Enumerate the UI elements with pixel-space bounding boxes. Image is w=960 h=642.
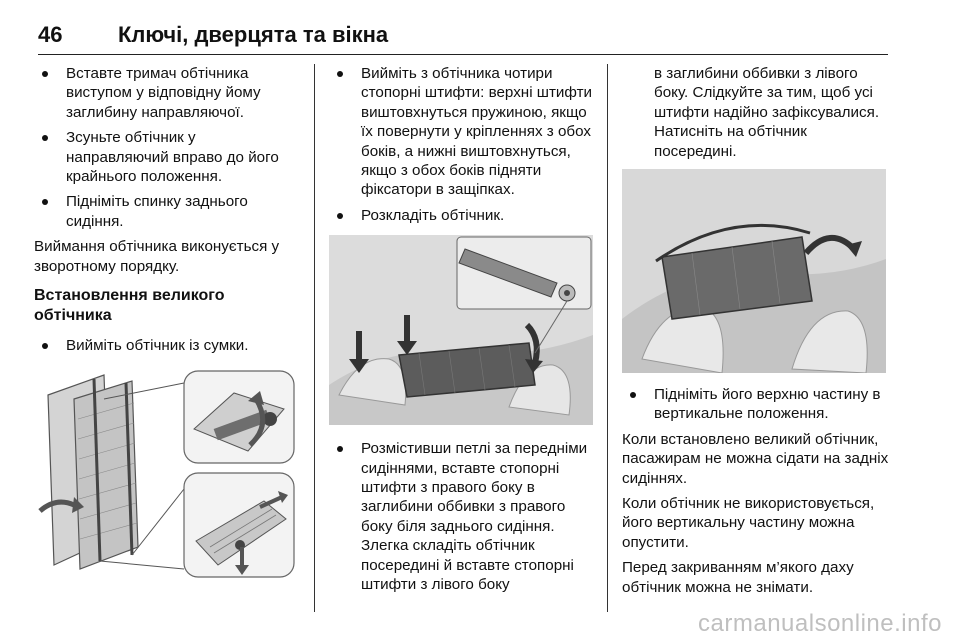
page-title: Ключі, дверцята та вікна [118, 22, 389, 47]
figure-deflector-upright [622, 169, 890, 373]
bullet-dot [337, 71, 343, 77]
list-item: Зсуньте обтічник у направляючий вправо до його крайнього положення. [34, 128, 302, 186]
paragraph: Коли встановлено великий обтічник, пасажирам не можна сідати на задніх сидіннях. [622, 430, 889, 487]
list-item: Підніміть спинку заднього сидіння. [34, 192, 302, 231]
list-item: Вставте тримач обтічника виступом у відповідну йому заглибину направляючої. [34, 64, 302, 122]
column-3 [622, 64, 890, 603]
page-header [38, 22, 888, 55]
list-item: Розкладіть обтічник. [329, 206, 593, 225]
bullet-dot [630, 392, 636, 398]
bullet-dot [42, 343, 48, 349]
paragraph: Виймання обтічника виконується у зворотному порядку. [34, 238, 280, 275]
bullet-dot [337, 446, 343, 452]
figure-deflector-install [329, 235, 593, 425]
column-1 [34, 64, 302, 581]
figure-deflector-bag [34, 369, 302, 581]
section-title: Встановлення великого обтічника [34, 287, 225, 325]
page-number: 46 [38, 22, 63, 47]
deflector-install-illustration [329, 235, 593, 425]
bullet-dot [337, 213, 343, 219]
list-item: Розмістивши петлі за передніми сидіннями, вставте стопорні штифти з правого боку в заглибини оббивки з правого боку біля заднього сидіння. Злегка складіть обтічник посередині й вставте стопорні штифти з лівого боку [329, 439, 593, 594]
bullet-dot [42, 135, 48, 141]
deflector-upright-illustration [622, 169, 886, 373]
list-item: Вийміть обтічник із сумки. [34, 336, 302, 355]
bullet-dot [42, 199, 48, 205]
list-item: Вийміть з обтічника чотири стопорні штифти: верхні штифти виштовхнуться пружиною, якщо їх повернути у кріпленнях з обох боків, а нижні виштовхнуться, якщо з обох боків підняти фіксатори в защіпках. [329, 64, 593, 200]
paragraph: Коли обтічник не використовується, його вертикальну частину можна опустити. [622, 495, 875, 551]
watermark: carmanualsonline.info [698, 610, 942, 637]
column-2 [329, 64, 593, 601]
column-divider [314, 64, 315, 612]
list-item: Підніміть його верхню частину в вертикальне положення. [622, 385, 890, 424]
bullet-dot [42, 71, 48, 77]
paragraph: в заглибини оббивки з лівого боку. Слідкуйте за тим, щоб усі штифти надійно зафіксувалися. Натисніть на обтічник посередині. [654, 65, 880, 160]
column-divider [607, 64, 608, 612]
paragraph: Перед закриванням м’якого даху обтічник можна не знімати. [622, 559, 854, 596]
deflector-bag-illustration [34, 369, 298, 581]
